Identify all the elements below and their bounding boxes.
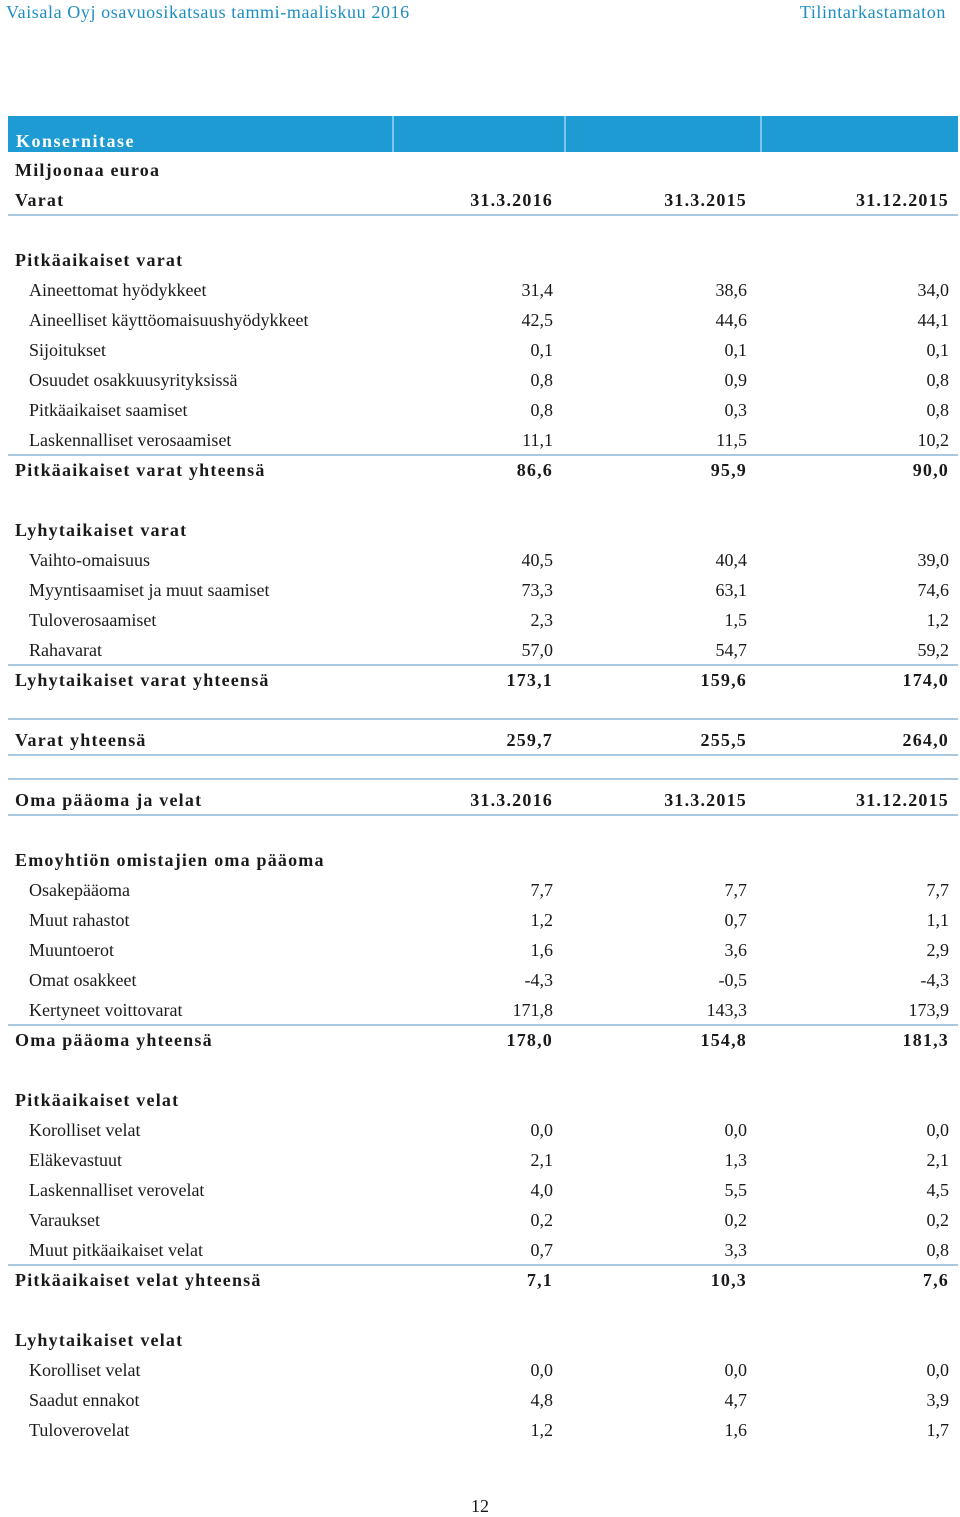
- table-row: [8, 996, 958, 1026]
- assets-header-label: Varat: [15, 190, 65, 210]
- value-cell: 0,8: [926, 1240, 949, 1260]
- column-date-2: 31.3.2015: [664, 790, 747, 810]
- page-header: [0, 0, 960, 26]
- table-row: [8, 576, 958, 606]
- value-cell: 0,1: [530, 340, 553, 360]
- value-cell: 4,0: [530, 1180, 553, 1200]
- row-label: Tuloverovelat: [29, 1420, 130, 1440]
- column-divider: [392, 116, 394, 152]
- row-label: Pitkäaikaiset saamiset: [29, 400, 188, 420]
- divider: [8, 778, 958, 780]
- value-cell: 54,7: [715, 640, 747, 660]
- value-cell: 0,9: [724, 370, 747, 390]
- value-cell: 4,7: [724, 1390, 747, 1410]
- column-date-3: 31.12.2015: [856, 790, 949, 810]
- table-row: [8, 1116, 958, 1146]
- value-cell: 2,1: [926, 1150, 949, 1170]
- value-cell: 74,6: [917, 580, 949, 600]
- value-cell: 1,1: [926, 910, 949, 930]
- section-heading-label: Pitkäaikaiset velat: [15, 1090, 180, 1110]
- value-cell: 44,6: [715, 310, 747, 330]
- row-label: Korolliset velat: [29, 1360, 141, 1380]
- table-row: [8, 1176, 958, 1206]
- value-cell: 11,5: [716, 430, 747, 450]
- table-row: [8, 1386, 958, 1416]
- section-heading: [8, 246, 958, 276]
- value-cell: 0,8: [926, 370, 949, 390]
- table-title: Konsernitase: [16, 131, 135, 151]
- total-value: 173,1: [506, 670, 553, 690]
- value-cell: 42,5: [521, 310, 553, 330]
- total-value: 159,6: [700, 670, 747, 690]
- value-cell: 143,3: [706, 1000, 747, 1020]
- value-cell: -4,3: [920, 970, 949, 990]
- value-cell: -4,3: [524, 970, 553, 990]
- table-row: [8, 966, 958, 996]
- row-label: Omat osakkeet: [29, 970, 137, 990]
- table-row: [8, 876, 958, 906]
- value-cell: 10,2: [917, 430, 949, 450]
- assets-header-row: [8, 186, 958, 216]
- value-cell: -0,5: [718, 970, 747, 990]
- table-row: [8, 1236, 958, 1266]
- column-date-1: 31.3.2016: [470, 790, 553, 810]
- value-cell: 0,8: [530, 400, 553, 420]
- table-row: [8, 1206, 958, 1236]
- value-cell: 7,7: [926, 880, 949, 900]
- value-cell: 0,8: [530, 370, 553, 390]
- value-cell: 34,0: [917, 280, 949, 300]
- total-label: Lyhytaikaiset varat yhteensä: [15, 670, 270, 690]
- audit-status: Tilintarkastamaton: [799, 2, 946, 22]
- page-number: 12: [471, 1496, 489, 1516]
- row-label: Eläkevastuut: [29, 1150, 122, 1170]
- row-label: Varaukset: [29, 1210, 100, 1230]
- total-label: Pitkäaikaiset velat yhteensä: [15, 1270, 262, 1290]
- value-cell: 3,3: [724, 1240, 747, 1260]
- column-date-2: 31.3.2015: [664, 190, 747, 210]
- row-label: Osuudet osakkuusyrityksissä: [29, 370, 238, 390]
- value-cell: 173,9: [908, 1000, 949, 1020]
- total-value: 7,6: [922, 1270, 949, 1290]
- value-cell: 3,6: [724, 940, 747, 960]
- total-value: 178,0: [506, 1030, 553, 1050]
- value-cell: 2,3: [530, 610, 553, 630]
- total-value: 264,0: [902, 730, 949, 750]
- section-heading-label: Lyhytaikaiset varat: [15, 520, 188, 540]
- row-label: Vaihto-omaisuus: [29, 550, 150, 570]
- total-label: Oma pääoma yhteensä: [15, 1030, 213, 1050]
- value-cell: 44,1: [917, 310, 949, 330]
- total-value: 86,6: [516, 460, 553, 480]
- column-divider: [760, 116, 762, 152]
- value-cell: 0,2: [724, 1210, 747, 1230]
- table-row: [8, 936, 958, 966]
- row-label: Kertyneet voittovarat: [29, 1000, 183, 1020]
- value-cell: 0,7: [530, 1240, 553, 1260]
- row-label: Laskennalliset verovelat: [29, 1180, 205, 1200]
- value-cell: 1,5: [724, 610, 747, 630]
- value-cell: 0,1: [926, 340, 949, 360]
- value-cell: 40,4: [715, 550, 747, 570]
- unit-label: Miljoonaa euroa: [15, 160, 161, 180]
- section-heading: [8, 516, 958, 546]
- column-divider: [564, 116, 566, 152]
- section-heading: [8, 1326, 958, 1356]
- row-label: Aineettomat hyödykkeet: [29, 280, 207, 300]
- equity-liabilities-header-label: Oma pääoma ja velat: [15, 790, 203, 810]
- value-cell: 4,8: [530, 1390, 553, 1410]
- value-cell: 5,5: [724, 1180, 747, 1200]
- value-cell: 73,3: [521, 580, 553, 600]
- table-row: [8, 1146, 958, 1176]
- section-heading-label: Lyhytaikaiset velat: [15, 1330, 184, 1350]
- table-row: [8, 546, 958, 576]
- report-title: Vaisala Oyj osavuosikatsaus tammi-maaliskuu 2016: [6, 2, 410, 22]
- table-row: [8, 306, 958, 336]
- total-value: 181,3: [902, 1030, 949, 1050]
- value-cell: 0,1: [724, 340, 747, 360]
- column-date-3: 31.12.2015: [856, 190, 949, 210]
- total-value: 154,8: [700, 1030, 747, 1050]
- total-value: 259,7: [506, 730, 553, 750]
- row-label: Aineelliset käyttöomaisuushyödykkeet: [29, 310, 309, 330]
- value-cell: 3,9: [926, 1390, 949, 1410]
- row-label: Saadut ennakot: [29, 1390, 140, 1410]
- value-cell: 1,6: [724, 1420, 747, 1440]
- value-cell: 59,2: [917, 640, 949, 660]
- value-cell: 31,4: [521, 280, 553, 300]
- value-cell: 0,0: [530, 1360, 553, 1380]
- value-cell: 40,5: [521, 550, 553, 570]
- table-row: [8, 366, 958, 396]
- table-row: [8, 906, 958, 936]
- value-cell: 11,1: [522, 430, 553, 450]
- value-cell: 0,2: [926, 1210, 949, 1230]
- value-cell: 2,1: [530, 1150, 553, 1170]
- value-cell: 0,0: [724, 1120, 747, 1140]
- value-cell: 1,2: [530, 1420, 553, 1440]
- table-row: [8, 426, 958, 456]
- grand-total-row: [8, 726, 958, 756]
- value-cell: 57,0: [521, 640, 553, 660]
- value-cell: 1,6: [530, 940, 553, 960]
- column-date-1: 31.3.2016: [470, 190, 553, 210]
- value-cell: 1,3: [724, 1150, 747, 1170]
- value-cell: 0,7: [724, 910, 747, 930]
- value-cell: 0,0: [530, 1120, 553, 1140]
- value-cell: 1,2: [926, 610, 949, 630]
- table-row: [8, 606, 958, 636]
- table-row: [8, 636, 958, 666]
- value-cell: 7,7: [530, 880, 553, 900]
- row-label: Muut rahastot: [29, 910, 130, 930]
- value-cell: 7,7: [724, 880, 747, 900]
- row-label: Muuntoerot: [29, 940, 114, 960]
- row-label: Laskennalliset verosaamiset: [29, 430, 232, 450]
- value-cell: 0,2: [530, 1210, 553, 1230]
- value-cell: 0,0: [926, 1360, 949, 1380]
- equity-liabilities-header-row: [8, 786, 958, 816]
- total-label: Pitkäaikaiset varat yhteensä: [15, 460, 266, 480]
- total-value: 7,1: [526, 1270, 553, 1290]
- value-cell: 1,7: [926, 1420, 949, 1440]
- value-cell: 171,8: [512, 1000, 553, 1020]
- section-heading-label: Pitkäaikaiset varat: [15, 250, 184, 270]
- total-row: [8, 1266, 958, 1296]
- row-label: Rahavarat: [29, 640, 102, 660]
- row-label: Muut pitkäaikaiset velat: [29, 1240, 203, 1260]
- table-row: [8, 396, 958, 426]
- value-cell: 2,9: [926, 940, 949, 960]
- total-value: 90,0: [912, 460, 949, 480]
- total-row: [8, 1026, 958, 1056]
- table-row: [8, 276, 958, 306]
- divider: [8, 718, 958, 720]
- value-cell: 63,1: [715, 580, 747, 600]
- row-label: Osakepääoma: [29, 880, 130, 900]
- total-value: 10,3: [710, 1270, 747, 1290]
- table-row: [8, 336, 958, 366]
- value-cell: 4,5: [926, 1180, 949, 1200]
- row-label: Sijoitukset: [29, 340, 107, 360]
- value-cell: 38,6: [715, 280, 747, 300]
- total-value: 255,5: [700, 730, 747, 750]
- section-heading: [8, 1086, 958, 1116]
- row-label: Korolliset velat: [29, 1120, 141, 1140]
- total-row: [8, 666, 958, 696]
- value-cell: 39,0: [917, 550, 949, 570]
- total-row: [8, 456, 958, 486]
- total-value: 95,9: [710, 460, 747, 480]
- table-row: [8, 1416, 958, 1446]
- row-label: Tuloverosaamiset: [29, 610, 157, 630]
- value-cell: 0,0: [926, 1120, 949, 1140]
- value-cell: 1,2: [530, 910, 553, 930]
- unit-row: [8, 156, 958, 186]
- section-heading: [8, 846, 958, 876]
- total-value: 174,0: [902, 670, 949, 690]
- value-cell: 0,0: [724, 1360, 747, 1380]
- section-heading-label: Emoyhtiön omistajien oma pääoma: [15, 850, 325, 870]
- row-label: Myyntisaamiset ja muut saamiset: [29, 580, 270, 600]
- value-cell: 0,3: [724, 400, 747, 420]
- total-label: Varat yhteensä: [15, 730, 147, 750]
- table-title-band: [8, 116, 958, 152]
- table-row: [8, 1356, 958, 1386]
- value-cell: 0,8: [926, 400, 949, 420]
